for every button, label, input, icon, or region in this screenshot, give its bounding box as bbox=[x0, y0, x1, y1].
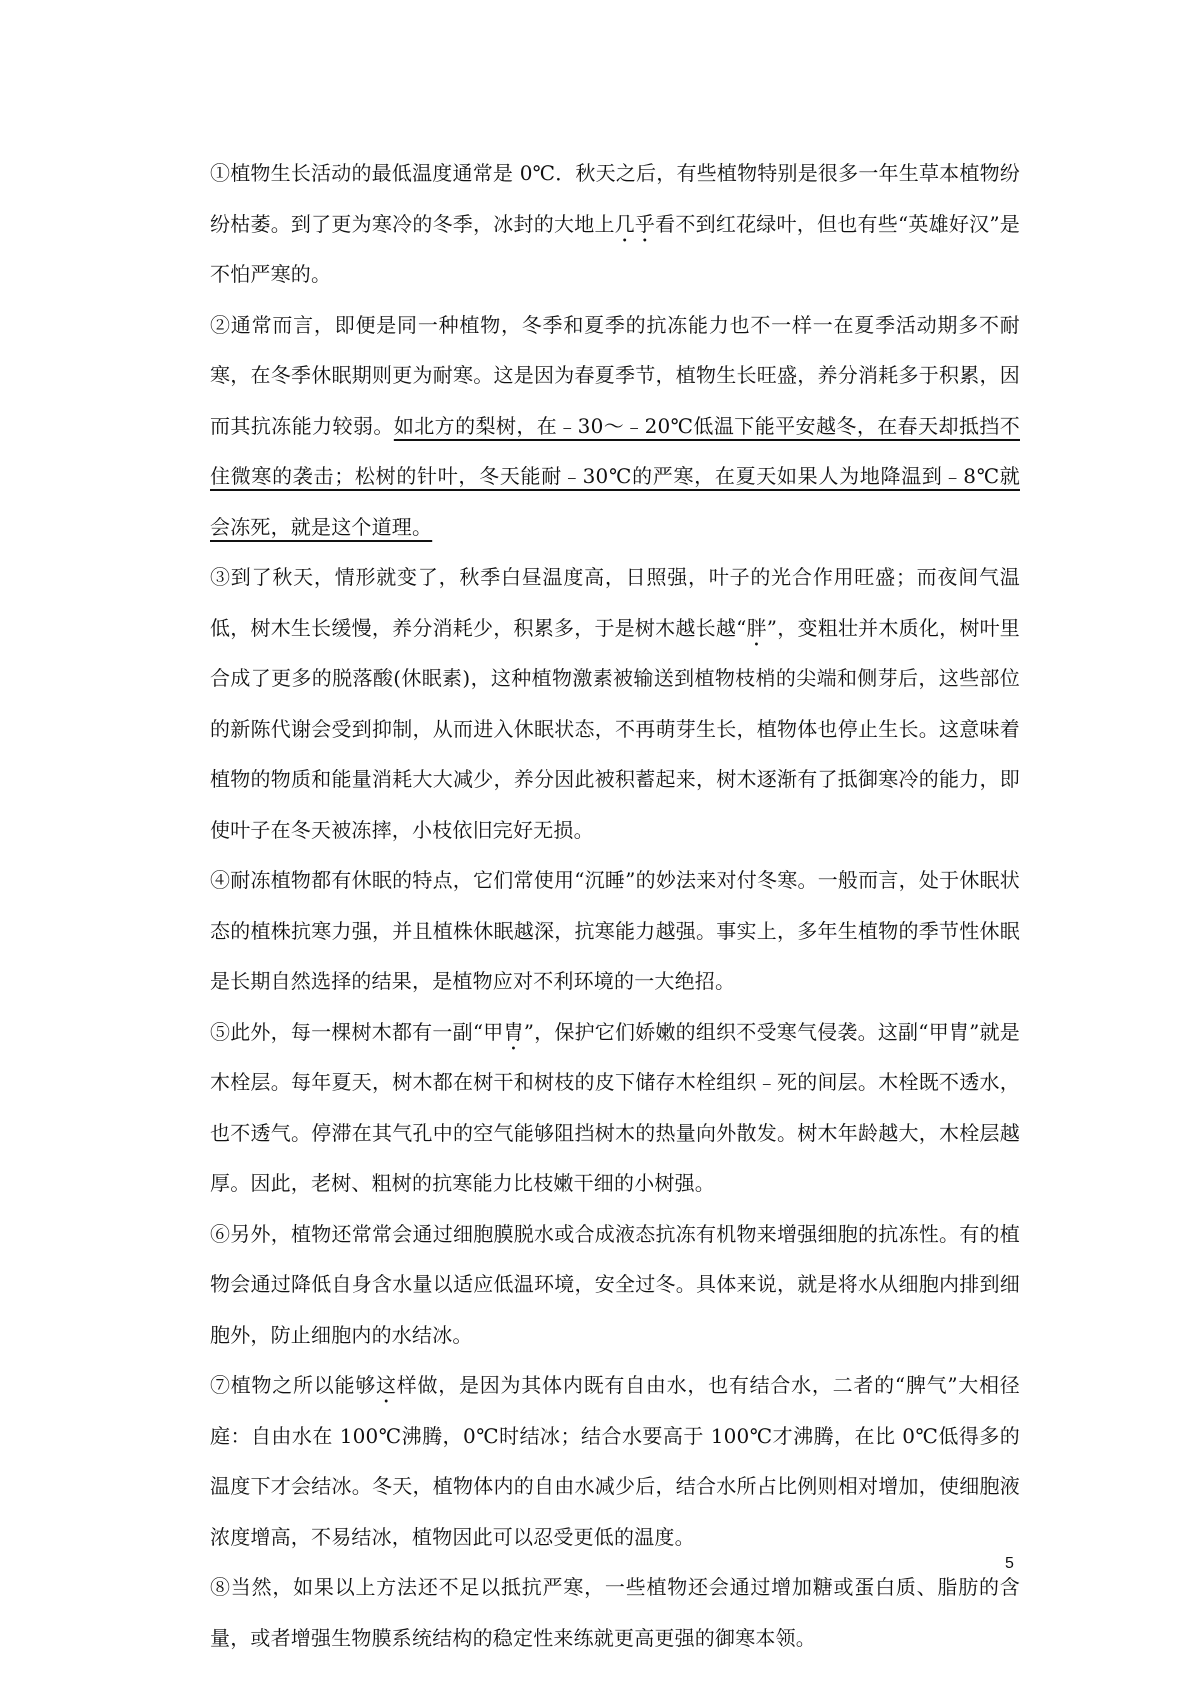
paragraph-3 bbox=[210, 552, 1020, 855]
page-number: 5 bbox=[1005, 1555, 1014, 1572]
text-segment: ③到了秋天，情形就变了，秋季白昼温度高，日照强，叶子的光合作用旺盛；而夜间气温低，树木生长缓慢，养分消耗少，积累多，于是树木越长越“ bbox=[210, 565, 1020, 640]
text-segment: ②通常而言，即便是同一种植物，冬季和夏季的抗冻能力也不一样一在夏季活动期多不耐寒，在冬季休眠期则更为耐寒。这是因为春夏季节，植物生长旺盛，养分消耗多于积累，因而其抗冻能力较弱。 bbox=[210, 312, 1020, 438]
paragraph-5 bbox=[210, 1007, 1020, 1209]
paragraph-4 bbox=[210, 855, 1020, 1007]
underlined-text: 如北方的梨树，在﹣30～﹣20℃低温下能平安越冬，在春天却抵挡不住微寒的袭击；松树的针叶，冬天能耐﹣30℃的严寒，在夏天如果人为地降温到﹣8℃就会冻死，就是这个道理。 bbox=[210, 413, 1020, 539]
text-segment: ”，变粗壮并木质化，树叶里合成了更多的脱落酸(休眠素)，这种植物激素被输送到植物枝梢的尖端和侧芽后，这些部位的新陈代谢会受到抑制，从而进入休眠状态，不再萌芽生长，植物体也停止生长。这意味着植物的物质和能量消耗大大减少，养分因此被积蓄起来，树木逐渐有了抵御寒冷的能力，即使叶子在冬天被冻摔，小枝依旧完好无损。 bbox=[210, 615, 1021, 842]
text-segment: ⑥另外，植物还常常会通过细胞膜脱水或合成液态抗冻有机物来增强细胞的抗冻性。有的植物会通过降低自身含水量以适应低温环境，安全过冬。具体来说，就是将水从细胞内排到细胞外，防止细胞内的水结冰。 bbox=[210, 1221, 1020, 1347]
paragraph-8 bbox=[210, 1562, 1020, 1663]
emphasized-text: 胖 bbox=[746, 615, 767, 640]
text-segment: ⑦植物之所以能够 bbox=[210, 1373, 377, 1397]
emphasized-text: 这 bbox=[376, 1373, 397, 1397]
paragraph-2 bbox=[210, 300, 1020, 553]
text-segment: ④耐冻植物都有休眠的特点，它们常使用“沉睡”的妙法来对付冬寒。一般而言，处于休眠状态的植株抗寒力强，并且植株休眠越深，抗寒能力越强。事实上，多年生植物的季节性休眠是长期自然选择的结果，是植物应对不利环境的一大绝招。 bbox=[210, 868, 1020, 993]
paragraph-6 bbox=[210, 1209, 1020, 1361]
text-segment: 看不到红花绿叶，但也有些“英雄好汉”是不怕严寒的。 bbox=[210, 211, 1020, 286]
document-body bbox=[210, 148, 1020, 1663]
text-segment: ⑤此外，每一棵树木都有一副“甲 bbox=[210, 1019, 504, 1044]
text-segment: 样做，是因为其体内既有自由水，也有结合水，二者的“脾气”大相径庭：自由水在 100℃沸腾，0℃时结冰；结合水要高于 100℃才沸腾，在比 0℃低得多的温度下才会结冰。冬天，植物体内的自由水减少后，结合水所占比例则相对增加，使细胞液浓度增高，不易结冰，植物因此可以忍受更低的温度。 bbox=[210, 1373, 1021, 1549]
text-segment: ⑧当然，如果以上方法还不足以抵抗严寒，一些植物还会通过增加糖或蛋白质、脂肪的含量，或者增强生物膜系统结构的稳定性来练就更高更强的御寒本领。 bbox=[210, 1575, 1020, 1650]
text-segment: ”，保护它们娇嫩的组织不受寒气侵袭。这副“甲胄”就是木栓层。每年夏天，树木都在树干和树枝的皮下储存木栓组织﹣死的间层。木栓既不透水，也不透气。停滞在其气孔中的空气能够阻挡树木的热量向外散发。树木年龄越大，木栓层越厚。因此，老树、粗树的抗寒能力比枝嫩干细的小树强。 bbox=[210, 1019, 1020, 1195]
paragraph-7 bbox=[210, 1360, 1020, 1562]
emphasized-text: 胄 bbox=[503, 1019, 524, 1044]
emphasized-text: 几乎 bbox=[614, 211, 656, 236]
paragraph-1 bbox=[210, 148, 1020, 300]
text-segment: ①植物生长活动的最低温度通常是 0℃．秋天之后，有些植物特别是很多一年生草本植物纷纷枯萎。到了更为寒冷的冬季，冰封的大地上 bbox=[210, 161, 1020, 236]
